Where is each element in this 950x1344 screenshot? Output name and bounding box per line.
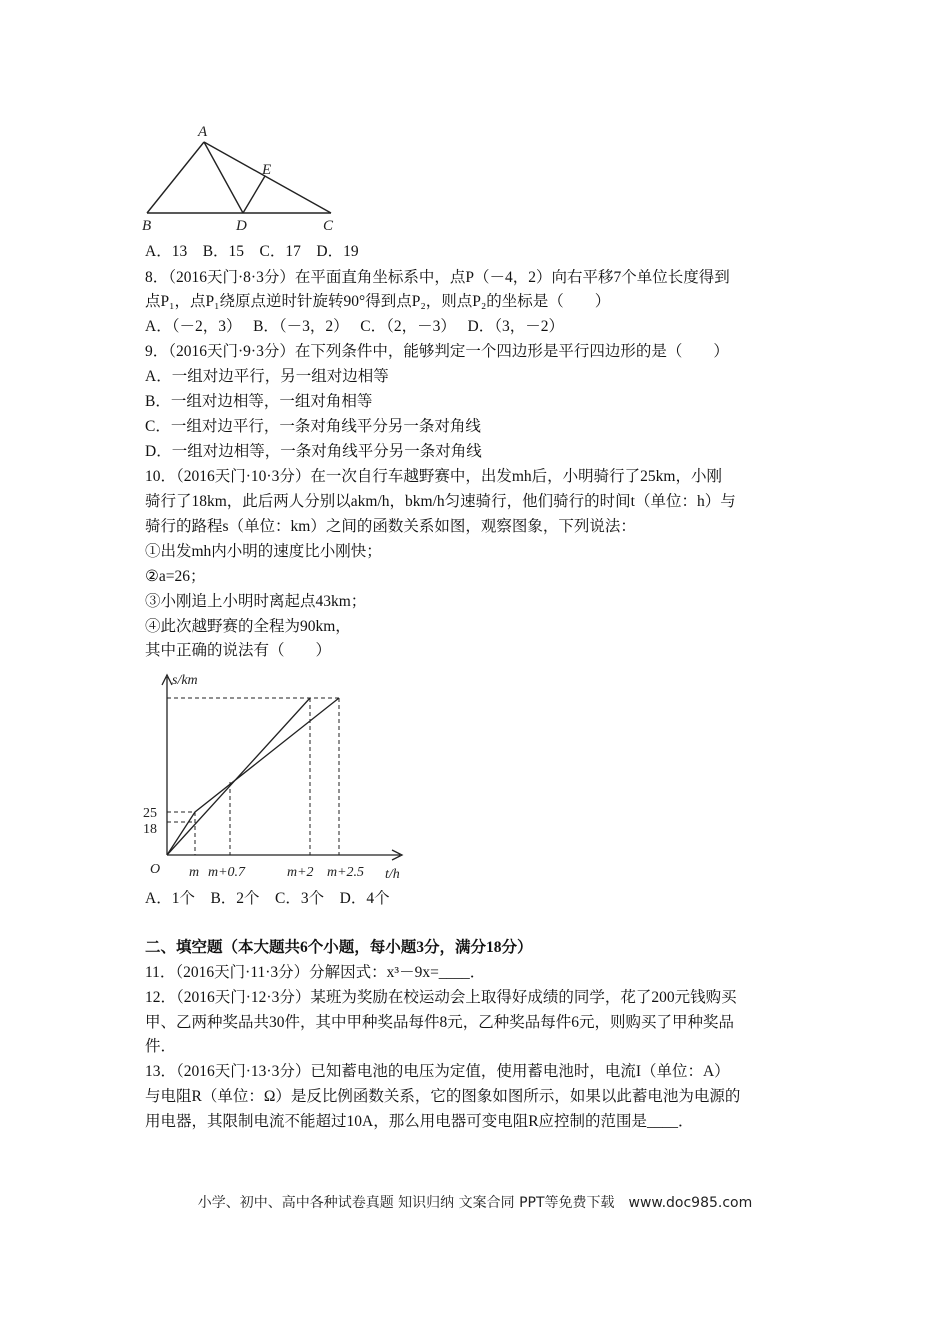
q13-line3: 用电器，其限制电流不能超过10A，那么用电器可变电阻R应控制的范围是____．: [145, 1113, 694, 1130]
q8-line1: 8．（2016天门·8·3分）在平面直角坐标系中，点P（－4，2）向右平移7个单位长度得到: [145, 269, 730, 286]
label-a: A: [198, 124, 208, 140]
label-e: E: [262, 162, 272, 178]
label-b: B: [142, 218, 152, 234]
label-d: D: [236, 218, 247, 234]
q7-options: A．13 B．15 C．17 D．19: [145, 243, 359, 260]
q12-line3: 件．: [145, 1038, 177, 1055]
y-tick-18: 18: [143, 822, 157, 837]
x-tick-m: m: [189, 865, 200, 880]
xiaoming-line: [167, 698, 339, 855]
x-tick-m07: m+0.7: [208, 865, 246, 880]
x-tick-m2: m+2: [287, 865, 314, 880]
xiaogang-line: [167, 698, 310, 855]
q10-statement-3: ③小刚追上小明时离起点43km；: [145, 593, 367, 610]
q12-line2: 甲、乙两种奖品共30件，其中甲种奖品每件8元，乙种奖品每件6元，则购买了甲种奖品: [145, 1014, 735, 1031]
q10-line2: 骑行了18km，此后两人分别以akm/h，bkm/h匀速骑行，他们骑行的时间t（单位：h）与: [145, 493, 736, 510]
segment-de: [243, 176, 265, 213]
side-ab: [147, 142, 204, 213]
q10-ask: 其中正确的说法有（ ）: [145, 642, 332, 659]
q10-statement-1: ①出发mh内小明的速度比小刚快；: [145, 543, 382, 560]
distance-time-graph: [0, 660, 950, 890]
q12-line1: 12．（2016天门·12·3分）某班为奖励在校运动会上取得好成绩的同学，花了200元钱购买: [145, 989, 737, 1006]
q8-options: A．（－2，3） B．（－3，2） C．（2，－3） D．（3，－2）: [145, 318, 564, 335]
q10-statement-4: ④此次越野赛的全程为90km，: [145, 618, 351, 635]
q9-option-d: D．一组对边相等，一条对角线平分另一条对角线: [145, 443, 482, 460]
q9-stem: 9．（2016天门·9·3分）在下列条件中，能够判定一个四边形是平行四边形的是（ ）: [145, 343, 729, 360]
q11: 11．（2016天门·11·3分）分解因式：x³－9x=____．: [145, 964, 486, 981]
q10-options: A．1个 B．2个 C．3个 D．4个: [145, 890, 390, 907]
q8-line2: 点P₁，点P₁绕原点逆时针旋转90°得到点P₂，则点P₂的坐标是（ ）: [145, 293, 611, 310]
q9-option-c: C．一组对边平行，一条对角线平分另一条对角线: [145, 418, 481, 435]
q9-option-a: A．一组对边平行，另一组对边相等: [145, 368, 389, 385]
y-axis-label: s/km: [172, 673, 198, 688]
q13-line1: 13．（2016天门·13·3分）已知蓄电池的电压为定值，使用蓄电池时，电流I（单位：A）: [145, 1063, 730, 1080]
q10-line1: 10．（2016天门·10·3分）在一次自行车越野赛中，出发mh后，小明骑行了25km，小刚: [145, 468, 722, 485]
q10-line3: 骑行的路程s（单位：km）之间的函数关系如图，观察图象，下列说法：: [145, 518, 636, 535]
footer-link[interactable]: 小学、初中、高中各种试卷真题 知识归纳 文案合同 PPT等免费下载 www.doc985.com: [197, 1195, 753, 1211]
q10-statement-2: ②a=26；: [145, 568, 206, 585]
label-c: C: [323, 218, 334, 234]
x-tick-m25: m+2.5: [327, 865, 365, 880]
q9-option-b: B．一组对边相等，一组对角相等: [145, 393, 373, 410]
x-axis-label: t/h: [385, 867, 400, 882]
origin-label: O: [150, 862, 161, 877]
section2-title: 二、填空题（本大题共6个小题，每小题3分，满分18分）: [145, 939, 533, 956]
y-tick-25: 25: [143, 806, 157, 821]
q13-line2: 与电阻R（单位：Ω）是反比例函数关系，它的图象如图所示，如果以此蓄电池为电源的: [145, 1088, 741, 1105]
triangle-figure: [0, 0, 950, 240]
